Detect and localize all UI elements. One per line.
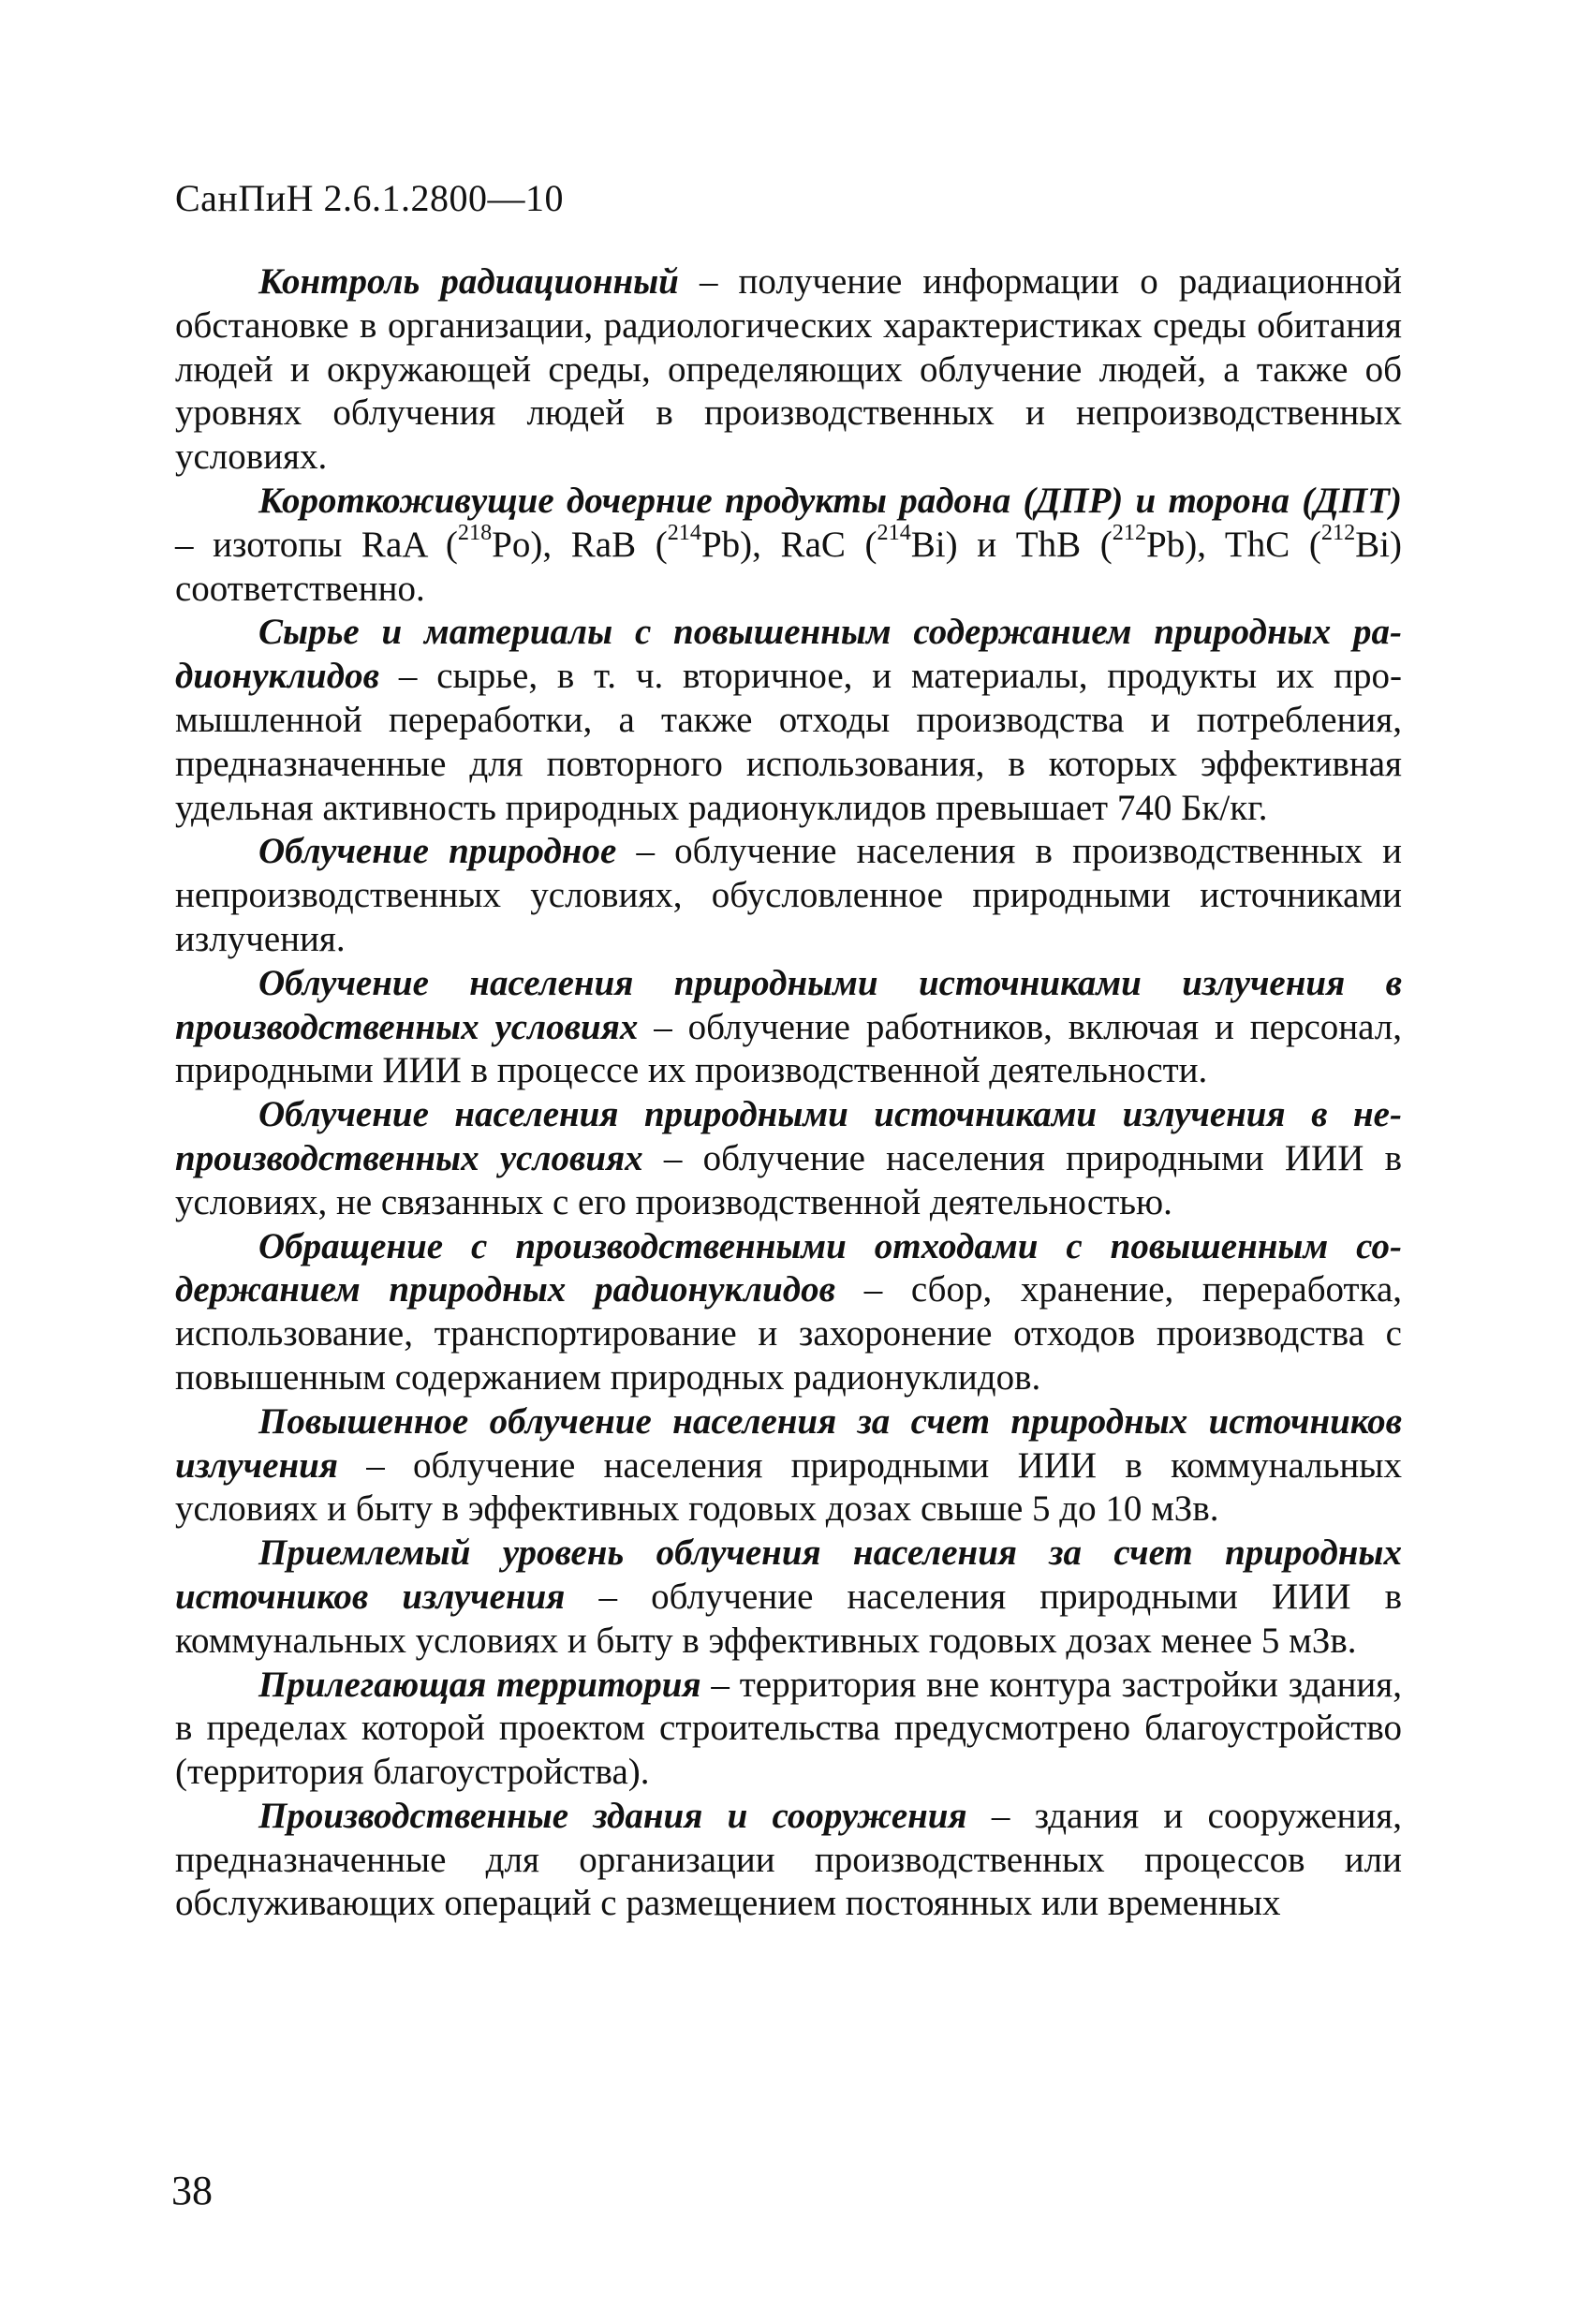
definition-text: Bi) и ThB ( bbox=[910, 524, 1113, 565]
definition-paragraph bbox=[175, 830, 1402, 961]
definition-term: Приемлемый уровень облучения населения за счет природных источников излучения bbox=[175, 1532, 1402, 1617]
definition-text: – облучение работников, включая и персонал, природными ИИИ в процессе их производственной деятельности. bbox=[175, 1006, 1402, 1091]
definition-paragraph bbox=[175, 1225, 1402, 1400]
definition-paragraph bbox=[175, 1093, 1402, 1224]
definition-text: – облучение населения в производственных и непроизводственных условиях, обусловленное природными источниками излучения. bbox=[175, 831, 1402, 959]
definition-paragraph bbox=[175, 611, 1402, 830]
definition-text: Po), RaB ( bbox=[492, 524, 668, 565]
definition-paragraph bbox=[175, 1532, 1402, 1663]
definition-text: – облучение населения природными ИИИ в коммунальных условиях и быту в эффективных годовых дозах свыше 5 до 10 мЗв. bbox=[175, 1444, 1402, 1530]
isotope-mass-number: 212 bbox=[1112, 519, 1147, 545]
page-number: 38 bbox=[171, 2168, 213, 2213]
definitions-body bbox=[175, 260, 1402, 1926]
definition-term: Контроль радиационный bbox=[258, 261, 679, 302]
definition-term: Прилегающая территория bbox=[258, 1664, 701, 1705]
isotope-mass-number: 212 bbox=[1320, 519, 1356, 545]
definition-term: Обращение с производственными отходами с повышенным содержанием природных радионуклидов bbox=[175, 1225, 1402, 1310]
definition-paragraph bbox=[175, 1664, 1402, 1795]
definition-text: – сырье, в т. ч. вторичное, и материалы, продукты их промышленной переработки, а также отходы производства и потребления, предназначенные для повторного использования, в которых эффективная удельная активность природных радионуклидов превышает 740 Бк/кг. bbox=[175, 656, 1402, 828]
definition-text: Bi) соответственно. bbox=[175, 524, 1402, 609]
definition-term: Облучение населения природными источниками излучения в производственных условиях bbox=[175, 962, 1402, 1047]
definition-text: – изотопы RaA ( bbox=[175, 524, 458, 565]
definition-text: – сбор, хранение, переработка, использование, транспортирование и захоронение отходов производства с повышенным содержанием природных радионуклидов. bbox=[175, 1269, 1402, 1398]
isotope-mass-number: 218 bbox=[457, 519, 493, 545]
definition-text: – здания и сооружения, предназначенные для организации производственных процессов или обслуживающих операций с размещением постоянных или временных bbox=[175, 1795, 1402, 1924]
definition-term: Повышенное облучение населения за счет природных источников излучения bbox=[175, 1400, 1402, 1486]
definition-term: Облучение природное bbox=[258, 831, 617, 872]
isotope-mass-number: 214 bbox=[877, 519, 911, 545]
definition-term: Сырье и материалы с повышенным содержанием природных радионуклидов bbox=[175, 612, 1402, 697]
definition-term: Короткоживущие дочерние продукты радона (ДПР) и торона (ДПТ) bbox=[258, 480, 1402, 521]
definition-text: Pb), RaC ( bbox=[700, 524, 877, 565]
definition-paragraph bbox=[175, 962, 1402, 1093]
definition-paragraph bbox=[175, 260, 1402, 480]
definition-paragraph bbox=[175, 1795, 1402, 1926]
definition-term: Облучение населения природными источниками излучения в непроизводственных условиях bbox=[175, 1094, 1402, 1178]
definition-paragraph bbox=[175, 480, 1402, 611]
definition-text: – облучение населения природными ИИИ в коммунальных условиях и быту в эффективных годовых дозах менее 5 мЗв. bbox=[175, 1576, 1402, 1661]
definition-text: Pb), ThC ( bbox=[1146, 524, 1321, 565]
document-code-header: СанПиН 2.6.1.2800—10 bbox=[175, 177, 565, 219]
definition-text: – получение информации о радиационной обстановке в организации, радиологических характеристиках среды обитания людей и окружающей среды, определяющих облучение людей, а также об уровнях облучения людей в производственных и непроизводственных условиях. bbox=[175, 261, 1402, 478]
definition-text: – облучение населения природными ИИИ в условиях, не связанных с его производственной деятельностью. bbox=[175, 1137, 1402, 1222]
isotope-mass-number: 214 bbox=[667, 519, 701, 545]
definition-term: Производственные здания и сооружения bbox=[258, 1795, 967, 1836]
definition-paragraph bbox=[175, 1400, 1402, 1532]
definition-text: – территория вне контура застройки здания, в пределах которой проектом строительства предусмотрено благоустройство (территория благоустройства). bbox=[175, 1664, 1402, 1793]
